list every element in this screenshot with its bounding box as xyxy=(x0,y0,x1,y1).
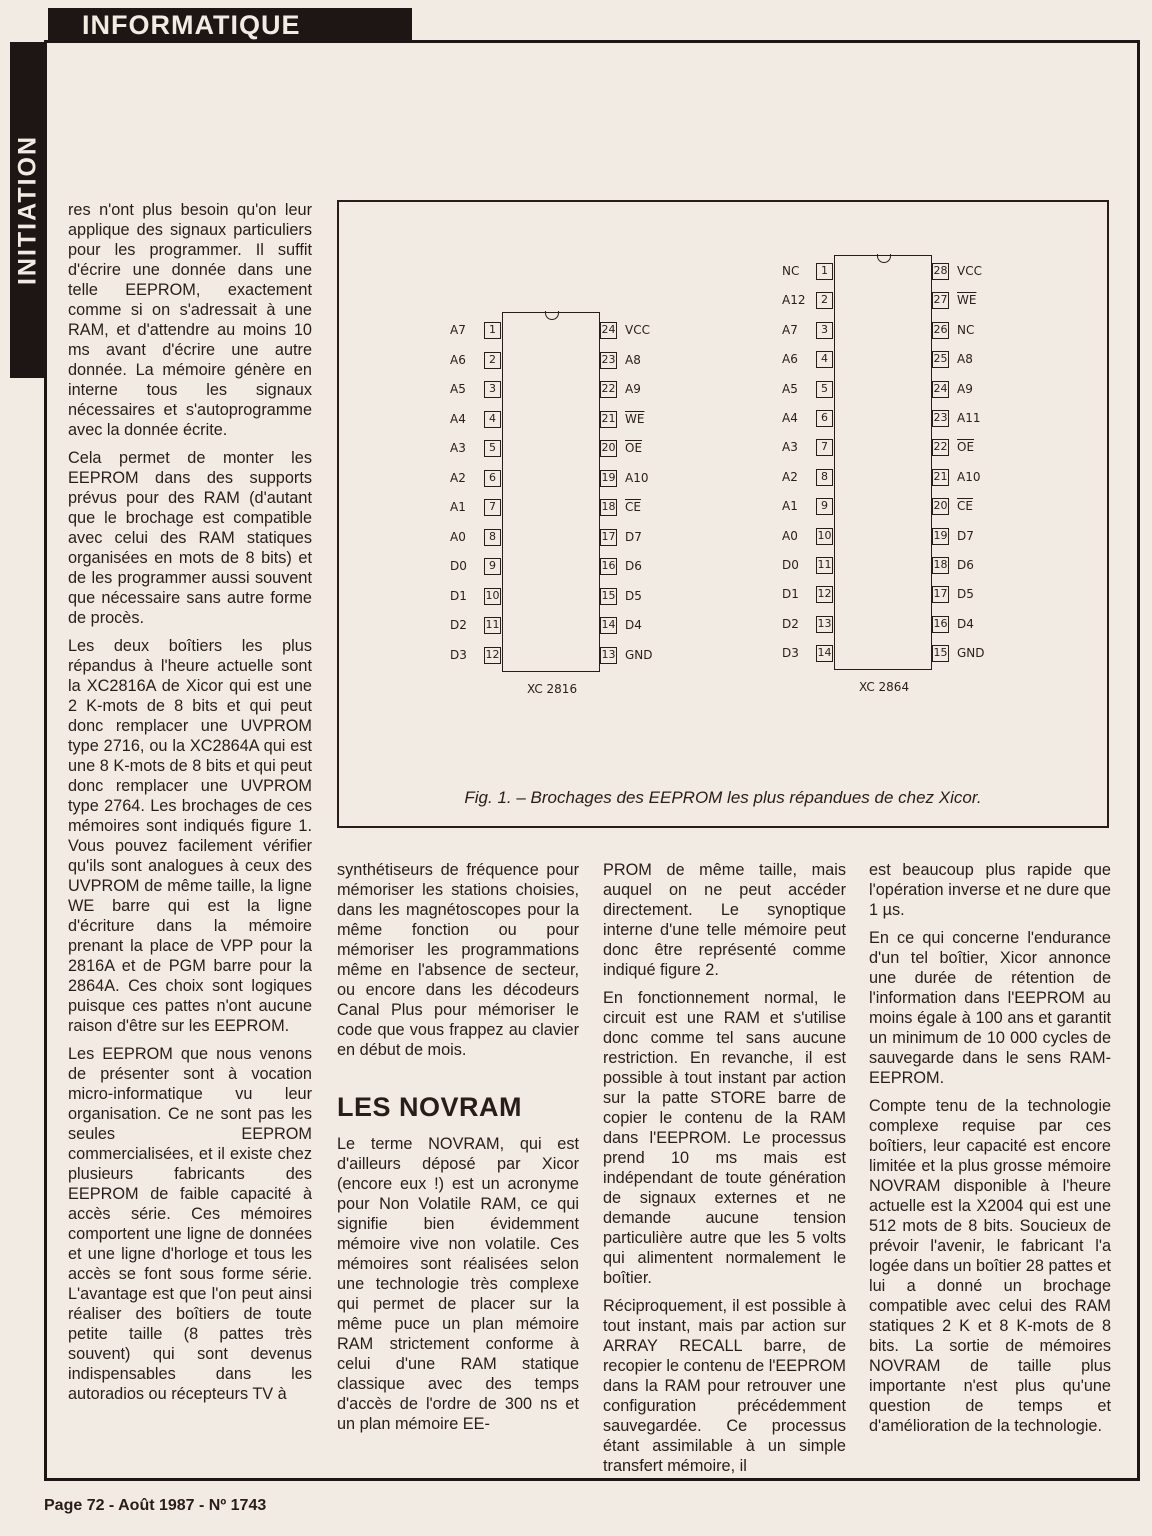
pin-number: 7 xyxy=(484,499,501,516)
pin-label: GND xyxy=(957,646,985,661)
column-3 xyxy=(603,860,846,1484)
column-4 xyxy=(869,860,1111,1444)
chip-notch xyxy=(877,254,891,263)
pin-label: A6 xyxy=(450,352,466,367)
paragraph: Compte tenu de la technologie complexe requise par ces boîtiers, leur capacité est encore limitée et la plus grosse mémoire NOVRAM disponible à l'heure actuelle est la X2004 qui est une 512 mots de 8 bits. Soucieux de prévoir l'avenir, le fabricant l'a logée dans un boîtier 28 pattes et lui a donné un brochage compatible avec celui des RAM statiques 2 K et 8 K-mots de 8 bits. La sortie de mémoires NOVRAM de taille plus importante n'est plus qu'une question de temps et d'amélioration de la technologie. xyxy=(869,1097,1111,1435)
pin-number: 20 xyxy=(932,498,949,515)
pin-number: 23 xyxy=(932,410,949,427)
pin-number: 9 xyxy=(816,498,833,515)
pin-label: D2 xyxy=(782,616,799,631)
pin-label: NC xyxy=(957,322,975,337)
pin-label: A8 xyxy=(625,352,641,367)
paragraph: Le terme NOVRAM, qui est d'ailleurs déposé par Xicor (encore eux !) est un acronyme pour Non Volatile RAM, ce qui signifie bien évidemment mémoire vive non volatile. Ces mémoires sont réalisées selon une technologie très complexe qui permet de placer sur la même puce un plan mémoire RAM strictement conforme à celui d'une RAM statique classique avec des temps d'accès de l'ordre de 300 ns et un plan mémoire EE- xyxy=(337,1135,579,1433)
pin-label: A7 xyxy=(782,322,798,337)
paragraph: PROM de même taille, mais auquel on ne peut accéder directement. Le synoptique interne d'une telle mémoire peut donc être représenté comme indiqué figure 2. xyxy=(603,861,846,979)
pin-number: 13 xyxy=(600,647,617,664)
pin-label: A4 xyxy=(782,411,798,425)
pin-number: 22 xyxy=(932,439,949,456)
pin-label: D3 xyxy=(450,647,467,662)
side-tab xyxy=(10,42,46,378)
chip-body xyxy=(502,312,600,672)
pin-label: A5 xyxy=(782,381,798,396)
pin-label: A0 xyxy=(782,528,798,543)
pin-label: A6 xyxy=(782,352,798,367)
pin-label: A11 xyxy=(957,411,981,425)
pin-number: 15 xyxy=(600,588,617,605)
pin-number: 14 xyxy=(600,617,617,634)
pin-number: 4 xyxy=(816,351,833,368)
pin-number: 17 xyxy=(600,529,617,546)
pin-number: 28 xyxy=(932,263,949,280)
pin-label: $\overline{OE}$ xyxy=(625,441,643,455)
pin-number: 6 xyxy=(816,410,833,427)
figure-1 xyxy=(337,200,1109,828)
pin-number: 18 xyxy=(932,557,949,574)
pin-label: A1 xyxy=(450,500,466,514)
pin-number: 14 xyxy=(816,645,833,662)
paragraph: est beaucoup plus rapide que l'opération inverse et ne dure que 1 µs. xyxy=(869,861,1111,919)
paragraph: En fonctionnement normal, le circuit est une RAM et s'utilise donc comme tel sans aucune restriction. En revanche, il est possible à tout instant par action sur la patte STORE barre de copier le contenu de la RAM dans l'EEPROM. Le processus prend 10 ms mais est indépendant de toute génération de signaux externes et ne demande aucune tension particulière autre que les 5 volts qui alimentent normalement le boîtier. xyxy=(603,989,846,1287)
column-1 xyxy=(68,200,312,1412)
pin-number: 16 xyxy=(932,616,949,633)
pin-number: 10 xyxy=(484,588,501,605)
side-tab-label: INITIATION xyxy=(13,134,42,286)
pin-number: 6 xyxy=(484,470,501,487)
paragraph: En ce qui concerne l'endurance d'un tel boîtier, Xicor annonce une durée de rétention de l'information dans l'EEPROM au moins égale à 100 ans et garantit un minimum de 10 000 cycles de sauvegarde dans le sens RAM-EEPROM. xyxy=(869,929,1111,1087)
pin-label: D4 xyxy=(957,616,974,631)
pin-number: 2 xyxy=(484,352,501,369)
pin-label: A7 xyxy=(450,323,466,337)
pin-label: A1 xyxy=(782,499,798,514)
pin-label: A12 xyxy=(782,293,806,308)
pin-label: D1 xyxy=(450,588,467,603)
pin-label: A9 xyxy=(957,381,973,396)
pin-number: 5 xyxy=(484,440,501,457)
pin-number: 8 xyxy=(816,469,833,486)
pin-label: A3 xyxy=(450,441,466,455)
pin-label: A0 xyxy=(450,529,466,544)
paragraph: Cela permet de monter les EEPROM dans des supports prévus pour des RAM (d'autant que le brochage est compatible avec celui des RAM statiques organisées en mots de 8 bits) et de les programmer aussi souvent que nécessaire sans autre forme de procès. xyxy=(68,449,312,627)
section-title: INFORMATIQUE xyxy=(82,10,301,40)
chip-body xyxy=(834,255,932,670)
paragraph: Les deux boîtiers les plus répandus à l'heure actuelle sont la XC2816A de Xicor qui est une 2 K-mots de 8 bits et qui peut donc remplacer une UVPROM type 2716, ou la XC2864A qui est une 8 K-mots de 8 bits et qui peut donc remplacer une UVPROM type 2764. Les brochages de ces mémoires sont indiqués figure 1. Vous pouvez facilement vérifier qu'ils sont analogues à ceux des UVPROM de même taille, la ligne WE barre qui est la ligne d'écriture dans la mémoire prenant la place de VPP pour la 2816A et de PGM barre pour la 2864A. Ces choix sont logiques puisque ces pattes n'ont aucune raison d'être sur les EEPROM. xyxy=(68,637,312,1035)
pin-number: 11 xyxy=(816,557,833,574)
paragraph: synthétiseurs de fréquence pour mémoriser les stations choisies, dans les magnétoscopes pour la même fonction ou pour mémoriser les programmations même en l'absence de secteur, ou encore dans les décodeurs Canal Plus pour mémoriser le code que vous frappez au clavier en début de mois. xyxy=(337,861,579,1059)
pin-label: $\overline{OE}$ xyxy=(957,440,975,455)
pin-number: 25 xyxy=(932,351,949,368)
pin-number: 15 xyxy=(932,645,949,662)
pin-label: D0 xyxy=(450,559,467,573)
pin-number: 24 xyxy=(600,322,617,339)
pin-number: 22 xyxy=(600,381,617,398)
pin-number: 11 xyxy=(484,617,501,634)
pin-label: A5 xyxy=(450,382,466,396)
pin-number: 23 xyxy=(600,352,617,369)
pin-number: 19 xyxy=(600,470,617,487)
pin-label: $\overline{WE}$ xyxy=(625,411,645,426)
pin-label: VCC xyxy=(957,264,982,278)
pin-number: 17 xyxy=(932,586,949,603)
pin-label: A2 xyxy=(782,469,798,484)
pin-label: $\overline{CE}$ xyxy=(957,499,973,514)
pin-label: A2 xyxy=(450,470,466,485)
pin-label: A9 xyxy=(625,382,641,396)
pin-label: NC xyxy=(782,264,800,278)
pin-number: 24 xyxy=(932,381,949,398)
pin-number: 4 xyxy=(484,411,501,428)
chip-name: XC 2864 xyxy=(859,680,910,695)
pin-label: D3 xyxy=(782,646,799,661)
pin-number: 19 xyxy=(932,528,949,545)
pin-number: 12 xyxy=(816,586,833,603)
pin-label: A10 xyxy=(957,469,981,484)
pin-number: 20 xyxy=(600,440,617,457)
pin-label: A10 xyxy=(625,470,649,485)
pin-number: 16 xyxy=(600,558,617,575)
paragraph: Réciproquement, il est possible à tout instant, mais par action sur ARRAY RECALL barre, de recopier le contenu de l'EEPROM dans la RAM pour retrouver une configuration précédemment sauvegardée. Ce processus étant assimilable à un simple transfert mémoire, il xyxy=(603,1297,846,1475)
pin-label: D1 xyxy=(782,587,799,602)
pin-label: GND xyxy=(625,647,653,662)
pin-label: D6 xyxy=(957,558,974,572)
pin-label: A4 xyxy=(450,411,466,426)
chip-notch xyxy=(545,311,559,320)
pin-number: 1 xyxy=(816,263,833,280)
pin-number: 10 xyxy=(816,528,833,545)
pin-number: 3 xyxy=(484,381,501,398)
section-heading: LES NOVRAM xyxy=(337,1092,523,1122)
pin-number: 8 xyxy=(484,529,501,546)
pin-number: 26 xyxy=(932,322,949,339)
pin-label: $\overline{CE}$ xyxy=(625,500,641,514)
pin-number: 12 xyxy=(484,647,501,664)
section-header xyxy=(48,8,412,42)
pin-label: D5 xyxy=(625,588,642,603)
paragraph: res n'ont plus besoin qu'on leur applique des signaux particuliers pour les programmer. Il suffit d'écrire une donnée dans une telle EEPROM, exactement comme si on s'adressait à une RAM, et d'attendre au moins 10 ms avant d'écrire une autre donnée. La mémoire génère en interne tous les signaux nécessaires et s'autoprogramme avec la donnée écrite. xyxy=(68,201,312,439)
pin-label: A3 xyxy=(782,440,798,455)
column-2 xyxy=(337,860,579,1442)
pin-label: D4 xyxy=(625,618,642,632)
pin-label: D7 xyxy=(957,528,974,543)
pin-number: 9 xyxy=(484,558,501,575)
chip-name: XC 2816 xyxy=(527,681,578,696)
pin-number: 5 xyxy=(816,381,833,398)
pin-number: 2 xyxy=(816,292,833,309)
paragraph: Les EEPROM que nous venons de présenter sont à vocation micro-informatique vu leur organisation. Ce ne sont pas les seules EEPROM commercialisées, et il existe chez plusieurs fabricants des EEPROM de faible capacité à accès série. Ces mémoires comportent une ligne de données et une ligne d'horloge et tous les accès se font sous forme série. L'avantage est que l'on peut ainsi réaliser des boîtiers de toute petite taille (8 pattes très souvent) qui sont devenus indispensables dans les autoradios ou récepteurs TV à xyxy=(68,1045,312,1403)
pin-number: 21 xyxy=(932,469,949,486)
pin-number: 21 xyxy=(600,411,617,428)
pin-label: D0 xyxy=(782,558,799,572)
pin-label: $\overline{WE}$ xyxy=(957,293,977,308)
pin-label: D5 xyxy=(957,587,974,602)
pin-label: A8 xyxy=(957,352,973,367)
pin-number: 3 xyxy=(816,322,833,339)
pin-number: 13 xyxy=(816,616,833,633)
page-footer: Page 72 - Août 1987 - Nº 1743 xyxy=(44,1497,267,1514)
pin-label: VCC xyxy=(625,323,650,337)
pin-number: 18 xyxy=(600,499,617,516)
pin-number: 7 xyxy=(816,439,833,456)
pin-label: D2 xyxy=(450,618,467,632)
figure-caption: Fig. 1. – Brochages des EEPROM les plus répandues de chez Xicor. xyxy=(464,788,982,807)
pin-number: 27 xyxy=(932,292,949,309)
pin-label: D6 xyxy=(625,559,642,573)
pin-label: D7 xyxy=(625,529,642,544)
pin-number: 1 xyxy=(484,322,501,339)
